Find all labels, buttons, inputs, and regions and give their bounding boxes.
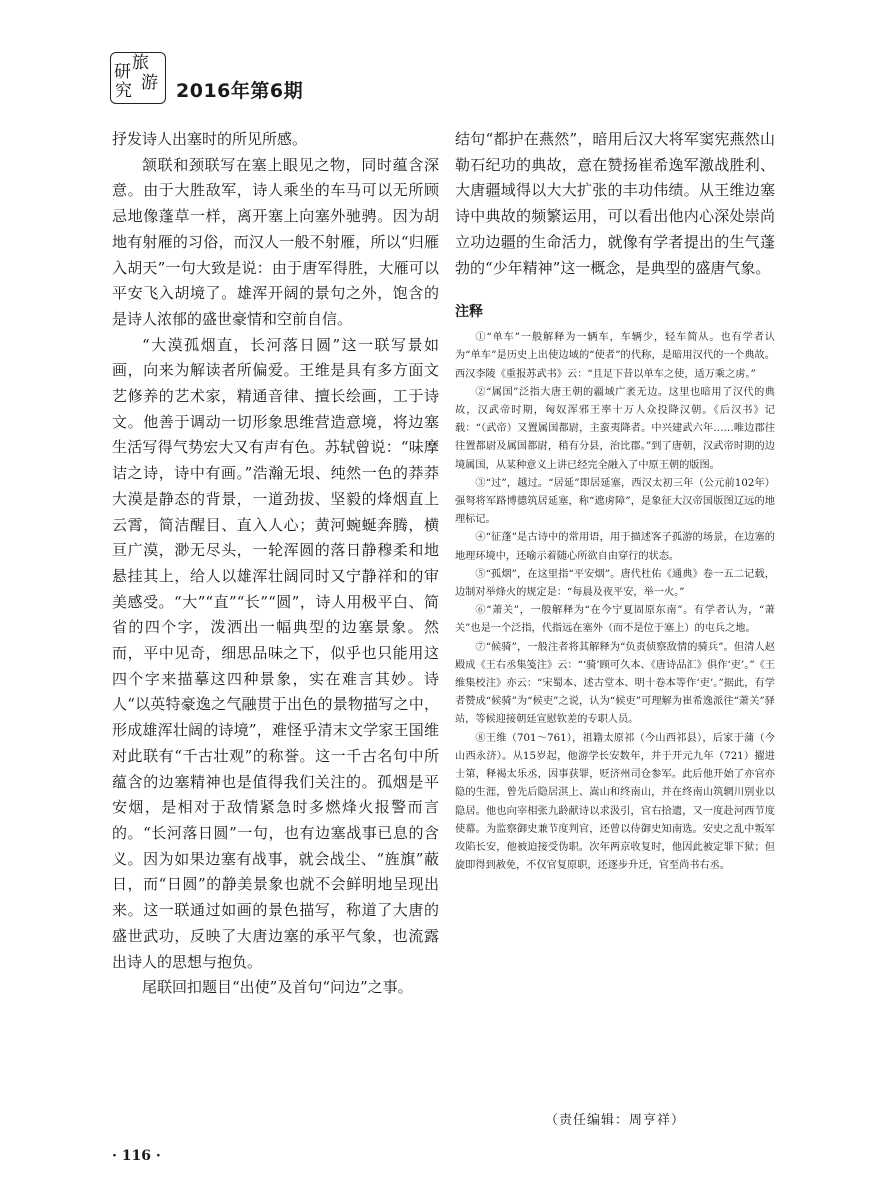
- logo-char-3: 究: [115, 81, 132, 101]
- editor-credit: （责任编辑：周亨祥）: [544, 1113, 685, 1128]
- logo-char-1: 研: [114, 62, 131, 82]
- note-item: ⑧王维（701～761），祖籍太原祁（今山西祁县），后家于蒲（今山西永济）。从15岁起，他游学长安数年，并于开元九年（721）擢进士第，释褐太乐丞，因事获罪，贬济州司仓参军。此后他开始了亦官亦隐的生涯，曾先后隐居淇上、嵩山和终南山，并在终南山筑辋川别业以隐居。他也向宰相张九龄献诗以求汲引，官右拾遗，又一度赴河西节度使幕。为监察御史兼节度判官，还曾以侍御史知南选。安史之乱中叛军攻陷长安，他被迫接受伪职。次年两京收复时，他因此被定罪下狱；但旋即得到赦免，不仅官复原职，还逐步升迁，官至尚书右丞。: [455, 732, 775, 872]
- paragraph: 尾联回扣题目“出使”及首句“问边”之事。: [142, 978, 413, 997]
- note-item: ⑥“萧关”，一般解释为“在今宁夏固原东南”。有学者认为，“萧关”也是一个泛指，代指远在塞外（而不是位于塞上）的屯兵之地。: [455, 605, 775, 635]
- page-number: · 116 ·: [112, 1148, 161, 1164]
- note-item: ②“属国”泛指大唐王朝的疆域广袤无边。这里也暗用了汉代的典故，汉武帝时期，匈奴浑邪王率十万人众投降汉朝。《后汉书》记载：“（武帝）又置属国都尉，主蛮夷降者。中兴建武六年……唯边郡往往置都尉及属国都尉，稍有分县，治比郡。”到了唐朝，汉武帝时期的边境属国，从某种意义上讲已经完全融入了中原王朝的版图。: [455, 386, 775, 471]
- journal-logo: [110, 52, 166, 104]
- note-item: ④“征蓬”是古诗中的常用语，用于描述客子孤游的场景，在边塞的地理环境中，还喻示着随心所欲自由穿行的状态。: [455, 532, 775, 562]
- left-column: [112, 127, 439, 1001]
- paragraph: 结句“都护在燕然”，暗用后汉大将军窦宪燕然山勒石纪功的典故，意在赞扬崔希逸军激战胜利、大唐疆域得以大大扩张的丰功伟绩。从王维边塞诗中典故的频繁运用，可以看出他内心深处崇尚立功边疆的生命活力，就像有学者提出的生气蓬勃的“少年精神”这一概念，是典型的盛唐气象。: [455, 130, 775, 277]
- logo-char-2: 旅: [132, 53, 149, 73]
- notes-heading: 注释: [455, 304, 483, 321]
- right-column: [455, 127, 775, 875]
- paragraph: “大漠孤烟直，长河落日圆”这一联写景如画，向来为解读者所偏爱。王维是具有多方面文艺修养的艺术家，精通音律、擅长绘画，工于诗文。他善于调动一切形象思维营造意境，将边塞生活写得气势宏大又有声有色。苏轼曾说：“味摩诘之诗，诗中有画。”浩瀚无垠、纯然一色的莽莽大漠是静态的背景，一道劲拔、坚毅的烽烟直上云霄，简洁醒目、直入人心；黄河蜿蜒奔腾，横亘广漠，渺无尽头，一轮浑圆的落日静穆柔和地悬挂其上，给人以雄浑壮阔同时又宁静祥和的审美感受。“大”“直”“长”“圆”，诗人用极平白、简省的四个字，泼洒出一幅典型的边塞景象。然而，平中见奇，细思品味之下，似乎也只能用这四个字来描摹这四种景象，实在难言其妙。诗人“以英特豪逸之气融贯于出色的景物描写之中，形成雄浑壮阔的诗境”，难怪乎清末文学家王国维对此联有“千古壮观”的称誉。这一千古名句中所蕴含的边塞精神也是值得我们关注的。孤烟是平安烟，是相对于敌情紧急时多燃烽火报警而言的。“长河落日圆”一句，也有边塞战事已息的含义。因为如果边塞有战事，就会战尘、“旌旗”蔽日，而“日圆”的静美景象也就不会鲜明地呈现出来。这一联通过如画的景色描写，称道了大唐的盛世武功，反映了大唐边塞的承平气象，也流露出诗人的思想与抱负。: [112, 335, 439, 971]
- issue-label: 2016年第6期: [176, 80, 304, 102]
- note-item: ①“单车”一般解释为一辆车，车辆少，轻车简从。也有学者认为“单车”是历史上出使边域的“使者”的代称，是暗用汉代的一个典故。西汉李陵《重报苏武书》云：“且足下昔以单车之使，适万乘之虏。”: [455, 332, 775, 380]
- paragraph: 抒发诗人出塞时的所见所感。: [112, 130, 308, 148]
- note-item: ⑤“孤烟”，在这里指“平安烟”。唐代杜佑《通典》卷一五二记载，边制对举烽火的规定是：“每晨及夜平安，举一火。”: [455, 568, 775, 599]
- paragraph: 颔联和颈联写在塞上眼见之物，同时蕴含深意。由于大胜敌军，诗人乘坐的车马可以无所顾忌地像蓬草一样，离开塞上向塞外驰骋。因为胡地有射雁的习俗，而汉人一般不射雁，所以“归雁入胡天”一句大致是说：由于唐军得胜，大雁可以平安飞入胡境了。雄浑开阔的景句之外，饱含的是诗人浓郁的盛世豪情和空前自信。: [112, 155, 439, 328]
- note-item: ⑦“候骑”，一般注者将其解释为“负责侦察敌情的骑兵”。但清人赵殿成《王右丞集笺注》云：“‘骑’顾可久本、《唐诗品汇》俱作‘吏’。”《王维集校注》亦云：“宋蜀本、述古堂本、明十卷本等作‘吏’。”据此，有学者赞成“候骑”为“候吏”之说，认为“候吏”可理解为崔希逸派往“萧关”驿站，等候迎接朝廷宣慰钦差的专职人员。: [455, 641, 775, 726]
- note-item: ③“过”，越过。“居延”即居延塞，西汉太初三年（公元前102年）强弩将军路博德筑居延塞，称“遮虏障”，是象征大汉帝国版图辽远的地理标记。: [455, 477, 775, 526]
- logo-char-4: 游: [141, 73, 158, 93]
